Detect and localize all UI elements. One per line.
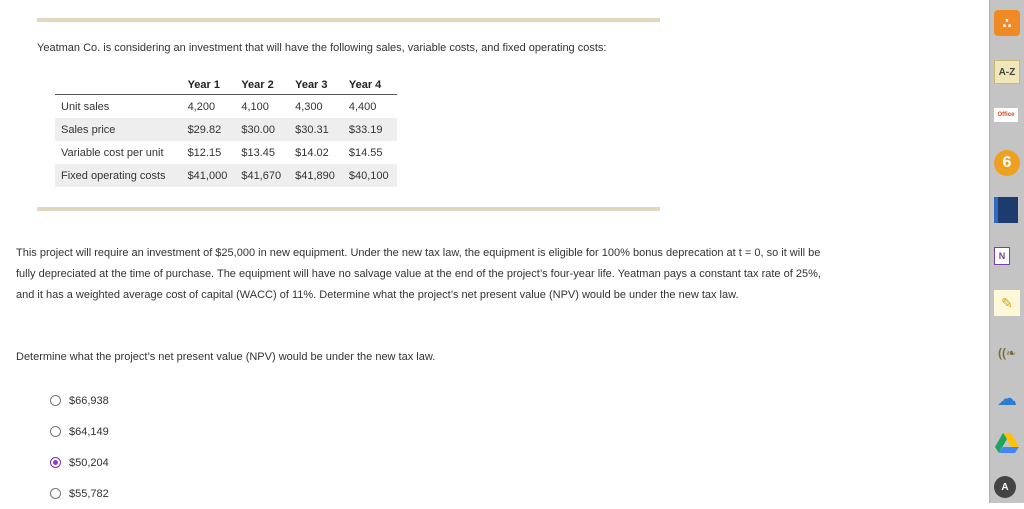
table-row-unit-sales [55, 95, 397, 119]
table-header-year3: Year 3 [295, 79, 328, 91]
table-cell: $33.19 [343, 118, 397, 141]
google-drive-icon[interactable] [994, 430, 1020, 456]
table-cell: $14.02 [295, 146, 329, 159]
book-icon[interactable] [994, 197, 1018, 223]
answer-option-1[interactable] [50, 385, 109, 416]
table-header-row [55, 76, 397, 95]
rss-icon[interactable]: ∴ [994, 10, 1020, 36]
row-label: Unit sales [61, 100, 110, 113]
table-cell: $40,100 [343, 164, 397, 187]
table-cell: $30.00 [235, 118, 289, 141]
answer-option-2[interactable] [50, 416, 109, 447]
option-label: $50,204 [69, 456, 109, 469]
table-header-corner [55, 76, 182, 95]
problem-paragraph: This project will require an investment of $25,000 in new equipment. Under the new tax law, the equipment is eligible for 100% bonus deprecation at t = 0, so it will be fully depreciated at the time of purchase. The equipment will have no salvage value at the end of the project’s four-year life. Yeatman pays a constant tax rate of 25%, and it has a weighted average cost of capital (WACC) of 11%. Determine what the project’s net present value (NPV) would be under the new tax law. [16, 247, 821, 301]
table-row-variable-cost [55, 141, 397, 164]
a-z-dictionary-icon[interactable]: A-Z [994, 60, 1020, 84]
answer-option-4[interactable] [50, 478, 109, 509]
highlighter-icon[interactable]: ✎ [994, 290, 1020, 316]
table-cell: 4,200 [187, 100, 216, 113]
radio-button[interactable] [50, 395, 61, 406]
table-cell: 4,300 [295, 100, 323, 113]
answer-option-3[interactable] [50, 447, 109, 478]
option-label: $66,938 [69, 394, 109, 407]
answer-options [50, 385, 109, 509]
row-label: Variable cost per unit [61, 146, 164, 159]
row-label: Sales price [55, 118, 182, 141]
question-prompt: Determine what the project’s net present value (NPV) would be under the new tax law. [16, 351, 436, 363]
intro-text: Yeatman Co. is considering an investment that will have the following sales, variable costs, and fixed operating costs: [37, 42, 607, 54]
table-cell: $30.31 [289, 118, 343, 141]
table-header-year4: Year 4 [348, 79, 382, 91]
table-cell: $29.82 [182, 118, 236, 141]
bottom-divider [37, 207, 660, 211]
onenote-icon[interactable]: N [994, 247, 1010, 265]
table-cell: $13.45 [241, 146, 275, 159]
option-label: $64,149 [69, 425, 109, 438]
option-label: $55,782 [69, 487, 109, 500]
six-icon[interactable]: 6 [994, 150, 1020, 176]
table-header-year1: Year 1 [187, 79, 220, 91]
table-cell: 4,100 [241, 100, 269, 113]
table-cell: $41,670 [235, 164, 289, 187]
sales-cost-table [55, 76, 397, 187]
table-cell: $14.55 [348, 146, 383, 159]
radio-button-selected[interactable] [50, 457, 61, 468]
table-cell: $12.15 [187, 146, 222, 159]
top-divider [37, 18, 660, 22]
table-row-fixed-costs [55, 164, 397, 187]
radio-button[interactable] [50, 426, 61, 437]
read-aloud-icon[interactable]: ((❧ [997, 346, 1017, 360]
extensions-sidebar [989, 0, 1024, 503]
table-header-year2: Year 2 [241, 79, 274, 91]
table-row-sales-price [55, 118, 397, 141]
table-cell: 4,400 [348, 100, 377, 113]
row-label: Fixed operating costs [55, 164, 182, 187]
onedrive-icon[interactable]: ☁ [997, 387, 1017, 410]
table-cell: $41,000 [182, 164, 236, 187]
radio-button[interactable] [50, 488, 61, 499]
table-cell: $41,890 [289, 164, 343, 187]
acrobat-icon[interactable]: A [994, 476, 1016, 498]
office-icon[interactable]: Office [994, 108, 1018, 122]
